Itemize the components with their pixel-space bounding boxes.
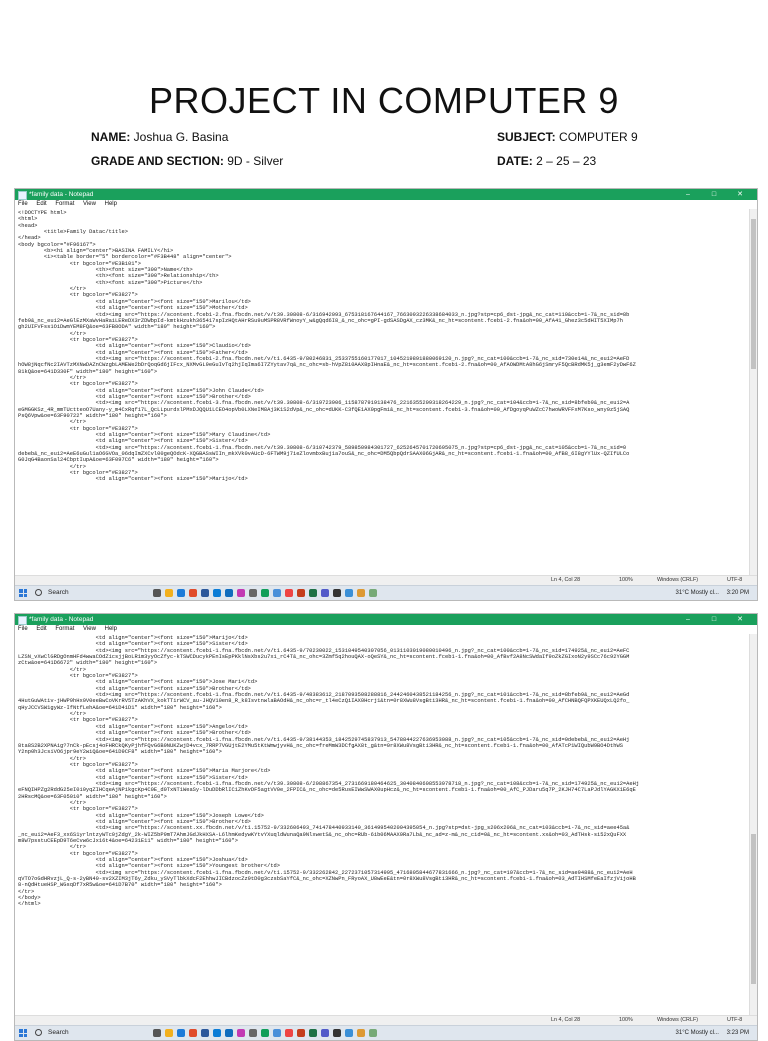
subject-label: SUBJECT: bbox=[497, 130, 556, 144]
chrome-icon[interactable] bbox=[189, 1029, 197, 1037]
edge-icon[interactable] bbox=[177, 1029, 185, 1037]
search-label: Search bbox=[48, 589, 69, 596]
notepad-icon bbox=[18, 616, 27, 625]
maps-icon[interactable] bbox=[357, 1029, 365, 1037]
minimize-button[interactable]: – bbox=[686, 616, 690, 623]
status-position: Ln 4, Col 28 bbox=[551, 577, 581, 583]
search-label: Search bbox=[48, 1029, 69, 1036]
subject-value: COMPUTER 9 bbox=[559, 130, 638, 144]
status-encoding: UTF-8 bbox=[727, 1017, 743, 1023]
weather-text[interactable]: 31°C Mostly cl... bbox=[675, 1030, 719, 1036]
taskbar bbox=[15, 1025, 757, 1040]
camera-icon[interactable] bbox=[333, 1029, 341, 1037]
calendar-icon[interactable] bbox=[261, 589, 269, 597]
close-button[interactable]: ✕ bbox=[737, 616, 743, 623]
status-bar bbox=[15, 575, 757, 585]
menu-edit[interactable]: Edit bbox=[36, 626, 47, 632]
menu-bar bbox=[15, 625, 757, 634]
system-tray bbox=[670, 1026, 749, 1040]
window-title: *family data - Notepad bbox=[29, 191, 94, 198]
vertical-scrollbar[interactable] bbox=[749, 209, 757, 575]
name-value: Joshua G. Basina bbox=[133, 130, 229, 144]
document-title: PROJECT IN COMPUTER 9 bbox=[149, 80, 619, 121]
maximize-button[interactable]: □ bbox=[711, 616, 717, 623]
name-label: NAME: bbox=[91, 130, 131, 144]
taskbar-search[interactable] bbox=[35, 588, 145, 598]
menu-format[interactable]: Format bbox=[55, 201, 75, 207]
teams-icon[interactable] bbox=[321, 589, 329, 597]
status-position: Ln 4, Col 28 bbox=[551, 1017, 581, 1023]
date-row bbox=[497, 154, 596, 168]
store-icon[interactable] bbox=[213, 1029, 221, 1037]
code-text: <!DOCTYPE html> <html> <head> <title>Family Datac/title> </head> <body bgcolor="#F96167"> <b><h1 align="center">BASINA FAMILY</h1> <i><table border="5" bordercolor="#F3B448" align="center"> <tr bgcolor="#E3B101"> <th><font size="300">Name</th> <th><font size="300">Relationship</th> <th><font size="300">Picture</th> </tr> <tr bgcolor="#E3827"> <td align="center"><font size="150">Marilou</td> <td align="center"><font size="150">Mother</td> <td><img src="https://scontent.fceb1-2.fna.fbcdn.net/v/t39.30808-6/316942093_675318167644167_7663093226338684033_n.jpg?stp=cp6_dst-jpg&_nc_cat=110&ccb=1-7&_nc_sid=8b feb9&_nc_eui2=AeGlEzMXaWvHaRaiLEReDX3rZDWbpId-kmtkHzukh365417spIzHQtAHrRSu9uMSPR8VRfWnoyY_w&gQqd6I8_&_nc_ohc=gPI-gdSASDgAX_cz3MK&_nc_ht=scontent.fceb1-2.fna&oh=00_AfA41_Ghez3c5dHIT5XIMp7h gh2UIFVFss1OiDwmYEM8FQ&oe=63FB8ODA" width="180" height="160"> </tr> <tr bgcolor="#E3827"> <td align="center"><font size="150">Claudio</td> <td align="center"><font size="150">Father</td> <td><img src="https://scontent.fceb1-2.fna.fbcdn.net/v/t1.6435-9/80246831_2533755160177017_1045219891880069120_n.jpg?_nc_cat=100&ccb=1-7&_nc_sid=730e14&_nc_eui2=AeFD hOW8jNqcfNc2IAVTzMXNwDAZnCWzgbLAMEWe2bDrQoqGd6jIFcx_NXMvGL9eGuIvTq2hjIqIma6I7ZYytav7q&_nc_ohc=sb-hVpZ8i0AAX8pIHnaE&_nc_ht=scontent.fceb1-2.fna&oh=00_AfAOWDMtA8hG6jSmryF5QcBRdMK5j_g3emF2yDwF6Z 81kQ&oe=641D330F" width="180" height="160"> </tr> <tr bgcolor="#E3827"> <td align="center"><font size="150">John Claude</td> <td align="center"><font size="150">Brother</td> <td><img src="https://scontent.fceb1-3.fna.fbcdn.net/v/t39.30808-6/319723906_1158787919138476_2216355209318264229_n.jpg?_nc_cat=104&ccb=1-7&_nc_sid=8bfeb9&_nc_eui2=A eGMGGKSz_4R_mmTUctteoO7Uany-y_m4CxRqfi7L_QcLLpurdxlPMxDJQQU1LCEO4opVb0LXNeIM8Aj3K1S2dVp&_nc_ohc=dUKK-C3fQE1AX0pgFmi&_nc_ht=scontent.fceb1-3.fna&oh=00_AfDgoyqPuWZcC7hwoWRVFFxM7Kso_wny0z5jSAQ PsQ6Vpw&oe=63F90722" width="180" height="160"> </tr> <tr bgcolor="#E3827"> <td align="center"><font size="150">Mary Claudine</td> <td align="center"><font size="150">Sister</td> <td><img src="https://scontent.fceb1-1.fna.fbcdn.net/v/t39.30808-6/310742379_589850984301727_6252645701720695075_n.jpg?stp=cp6_dst-jpg&_nc_cat=105&ccb=1-7&_nc_sid=0 debeb&_nc_eui2=AeE6uGul1aO6GVOa_06dqImZXCvl00geQOdcK-XQGBASsWIIn_mkXVk0vAUcD-6FTWM9j7ieZlovmbxBuj1a7ouS&_nc_ohc=DM5QbpQdrSAAX06GjAR&_nc_ht=scontent.fceb1-1.fna&oh=00_AfB8_6I8gYYlUx-QZIfULCo G0JqG4BaonSal24CbptIupA&oe=63F097C6" width="180" height="160"> </tr> <tr bgcolor="#E3827"> <td align="center"><font size="150">Marijo</td> bbox=[18, 210, 636, 483]
status-line-ending: Windows (CRLF) bbox=[657, 1017, 699, 1023]
taskbar bbox=[15, 585, 757, 600]
task-view-icon[interactable] bbox=[153, 589, 161, 597]
excel-icon[interactable] bbox=[309, 589, 317, 597]
weather-text[interactable]: 31°C Mostly cl... bbox=[675, 590, 719, 596]
media-icon[interactable] bbox=[285, 589, 293, 597]
menu-help[interactable]: Help bbox=[104, 201, 117, 207]
mail-icon[interactable] bbox=[225, 589, 233, 597]
powerpoint-icon[interactable] bbox=[297, 1029, 305, 1037]
grade-label: GRADE AND SECTION: bbox=[91, 154, 224, 168]
settings-icon[interactable] bbox=[249, 1029, 257, 1037]
date-value: 2 – 25 – 23 bbox=[536, 154, 597, 168]
text-editor[interactable] bbox=[15, 634, 757, 1015]
status-zoom: 100% bbox=[619, 577, 633, 583]
word-icon[interactable] bbox=[201, 1029, 209, 1037]
powerpoint-icon[interactable] bbox=[297, 589, 305, 597]
status-line-ending: Windows (CRLF) bbox=[657, 577, 699, 583]
explorer-icon[interactable] bbox=[165, 589, 173, 597]
system-tray bbox=[670, 586, 749, 600]
camera-icon[interactable] bbox=[333, 589, 341, 597]
browser-icon[interactable] bbox=[345, 1029, 353, 1037]
notepad-titlebar bbox=[15, 189, 757, 200]
menu-view[interactable]: View bbox=[83, 201, 96, 207]
close-button[interactable]: ✕ bbox=[737, 191, 743, 198]
menu-format[interactable]: Format bbox=[55, 626, 75, 632]
taskbar-search[interactable] bbox=[35, 1028, 145, 1038]
status-zoom: 100% bbox=[619, 1017, 633, 1023]
search-icon bbox=[35, 589, 42, 596]
explorer-icon[interactable] bbox=[165, 1029, 173, 1037]
menu-file[interactable]: File bbox=[18, 626, 28, 632]
calendar-icon[interactable] bbox=[261, 1029, 269, 1037]
maps-icon[interactable] bbox=[357, 589, 365, 597]
windows-start-icon[interactable] bbox=[19, 589, 27, 597]
maximize-button[interactable]: □ bbox=[711, 191, 717, 198]
text-editor[interactable] bbox=[15, 209, 757, 575]
taskbar-apps bbox=[153, 1029, 377, 1037]
windows-start-icon[interactable] bbox=[19, 1029, 27, 1037]
screenshot-2 bbox=[14, 613, 758, 1041]
status-encoding: UTF-8 bbox=[727, 577, 743, 583]
menu-view[interactable]: View bbox=[83, 626, 96, 632]
menu-file[interactable]: File bbox=[18, 201, 28, 207]
screenshot-1 bbox=[14, 188, 758, 601]
taskbar-apps bbox=[153, 589, 377, 597]
search-icon bbox=[35, 1029, 42, 1036]
word-icon[interactable] bbox=[201, 589, 209, 597]
task-view-icon[interactable] bbox=[153, 1029, 161, 1037]
chat-icon[interactable] bbox=[369, 589, 377, 597]
menu-bar bbox=[15, 200, 757, 209]
menu-edit[interactable]: Edit bbox=[36, 201, 47, 207]
minimize-button[interactable]: – bbox=[686, 191, 690, 198]
edge-icon[interactable] bbox=[177, 589, 185, 597]
notepad-icon[interactable] bbox=[273, 589, 281, 597]
subject-row bbox=[497, 130, 638, 144]
grade-row bbox=[91, 154, 283, 168]
menu-help[interactable]: Help bbox=[104, 626, 117, 632]
scroll-thumb[interactable] bbox=[751, 834, 756, 984]
teams-icon[interactable] bbox=[321, 1029, 329, 1037]
chrome-icon[interactable] bbox=[189, 589, 197, 597]
browser-icon[interactable] bbox=[345, 589, 353, 597]
grade-value: 9D - Silver bbox=[227, 154, 284, 168]
settings-icon[interactable] bbox=[249, 589, 257, 597]
window-title: *family data - Notepad bbox=[29, 616, 94, 623]
notepad-titlebar bbox=[15, 614, 757, 625]
photos-icon[interactable] bbox=[237, 589, 245, 597]
mail-icon[interactable] bbox=[225, 1029, 233, 1037]
vertical-scrollbar[interactable] bbox=[749, 634, 757, 1015]
name-row bbox=[91, 130, 228, 144]
notepad-icon[interactable] bbox=[273, 1029, 281, 1037]
excel-icon[interactable] bbox=[309, 1029, 317, 1037]
clock[interactable]: 3:23 PM bbox=[726, 1030, 749, 1036]
media-icon[interactable] bbox=[285, 1029, 293, 1037]
photos-icon[interactable] bbox=[237, 1029, 245, 1037]
clock[interactable]: 3:20 PM bbox=[726, 590, 749, 596]
scroll-thumb[interactable] bbox=[751, 219, 756, 369]
code-text: <td align="center"><font size="150">Marijo</td> <td align="center"><font size="150">Sister</td> <td><img src="https://scontent.fceb1-1.fna.fbcdn.net/v/t1.6435-9/70230022_1531049540307056_0131103019080010496_n.jpg?_nc_cat=100&ccb=1-7&_nc_sid=174925&_nc_eui2=AeFC LZSN_vXwClGRDgOnmHFd4wwaCOdZicsjjBoLR1m3yyOcZfyc-kTSWCDucykPEnIsEpPKklNsXbs2u7xi_rC4T&_nc_ohc=3Zmf5q2houQAX-oQeSY&_nc_ht=scontent.fceb1-1.fna&oh=00_AfBvf2A8NcSWdaIf9oZkZGIxoN2y9SCc76c92YGGM zCtw&oe=641D6672" width="180" height="160"> </tr> <tr bgcolor="#E3827"> <td align="center"><font size="150">Jose Mari</td> <td align="center"><font size="150">Brother</td> <td><img src="https://scontent.fceb1-1.fna.fbcdn.net/v/t1.6435-9/48383612_2187093508288816_2442460438521184256_n.jpg?_nc_cat=101&ccb=1-7&_nc_sid=8bfeb9&_nc_eui2=AeGd 4HutGuWAtiv-jHWP9hHx0V0eeBwCoVKrRV5TzAKhVX_kokTTirWCV_au-JHQV10en8_R_k8IsvtnwlaBAOdH&_nc_ohc=r_tl4eCzQiIAX0Hcrj1&tn=0r8XWu8VsgBti3HR&_nc_ht=scontent.fceb1-1.fna&oh=00_AfCHNBQFQPXKEUQxLQ2fo_ qHyJCCVSW1gyWz-IfNtfLehA&oe=641D41D1" width="180" height="160"> </tr> <tr bgcolor="#E3827"> <td align="center"><font size="150">Angelo</td> <td align="center"><font size="150">Brother</td> <td><img src="https://scontent.fceb1-1.fna.fbcdn.net/v/t1.6435-9/38144353_1842529745837913_5478844227636953088_n.jpg?_nc_cat=105&ccb=1-7&_nc_sid=0debeb&_nc_eui2=AeHj 8ta8S2B2XPNAig?7nCk-pEcsj4oFHRCkQKyPjhfFQvG6B9NUKZwjD4vcx_7RRP7VGUjtE2YMu5tKtWmwjyvH&_nc_ohc=freMmW3DCfgAX8t_g&tn=0r8XWu8VsgBti3HR&_nc_ht=scontent.fceb1-1.fna&oh=00_AfATcP1WIQubW9BO4DthWS Y2np0h3JcsiVO6jpr9eY2wiQ&oe=641D9CF8" width="180" height="160"> </tr> <tr bgcolor="#E3827"> <td align="center"><font size="150">Maria Marjore</td> <td align="center"><font size="150">Sister</td> <td><img src="https://scontent.fceb1-1.fna.fbcdn.net/v/t39.30808-6/208867354_2731669180464625_3040840608553978718_n.jpg?_nc_cat=108&ccb=1-7&_nc_sid=174925&_nc_eui2=AeHj eFNQIHPZg2RddG25eI0i0yqZIHCqeAjNPikgcKp4C0E_d0TxNT1WeaSy-lDuDDbRlIC1ZhKvDF5agtVV0e_2FPIC&_nc_ohc=de5RusEIWwSWAX0upHcz&_nc_ht=scontent.fceb1-1.fna&oh=00_AfC_PJDaru5q7P_2KJH74C7LaPJdlYAGKX1E6qE 2HRscMQ&oe=63F05010" width="180" height="160"> </tr> <tr bgcolor="#E3827"> <td align="center"><font size="150">Joseph Lowe</td> <td align="center"><font size="150">Brother</td> <td><img src="https://scontent.xx.fbcdn.net/v/t1.15752-9/332606493_741478440933140_3614995402094395054_n.jpg?stp=dst-jpg_s206x206&_nc_cat=103&ccb=1-7&_nc_sid=aee45a& _nc_eui2=AeF3_xx6S1yrlntzyWTc0jZdgY_2k-WIZ5bP9mT7AhmJGdJkHXSA-L6lhmKedywKYtvYXuqldWunaQa9NlxwetS&_nc_ohc=RUb-6ib06MAAX9Ra7Lb&_nc_ad=z-m&_nc_cid=0&_nc_ht=scontent.xx&oh=03_AdTHsk-si52xQuFXX m8W7psstuCEEpD9T6eCvw6cJx16t4&oe=64231E11" width="180" height="160"> </tr> <tr bgcolor="#E3827"> <td align="center"><font size="150">Joshua</td> <td align="center"><font size="150">Youngest brother</td> <td><img src="https://scontent.fceb1-1.fna.fbcdn.net/v/t1.15752-9/332262842_2272371057314995_4716805844677831666_n.jpg?_nc_cat=107&ccb=1-7&_nc_sid=ae9488&_nc_eui2=AeH qVTO7oGdHRvzjL_Q-s-2yBN40-sv2XZIM3jT6y_Zdku_ySVyTlbkXdcF2EhhwJICBdzocZz9tD0g3czsbSaYfC&_nc_ohc=XZNwPn_FRyoAX_U8wEeE&tn=0r8XWu8VsgBti3HR&_nc_ht=scontent.fceb1-1.fna&oh=03_AdTIHSMfeEaIfzjVijoHB 8-nQdHtueHSP_WGsqDf7xR5w&oe=641D7B70" width="180" height="160"> </tr> </body> </html> bbox=[18, 635, 640, 908]
store-icon[interactable] bbox=[213, 589, 221, 597]
chat-icon[interactable] bbox=[369, 1029, 377, 1037]
date-label: DATE: bbox=[497, 154, 533, 168]
notepad-icon bbox=[18, 191, 27, 200]
